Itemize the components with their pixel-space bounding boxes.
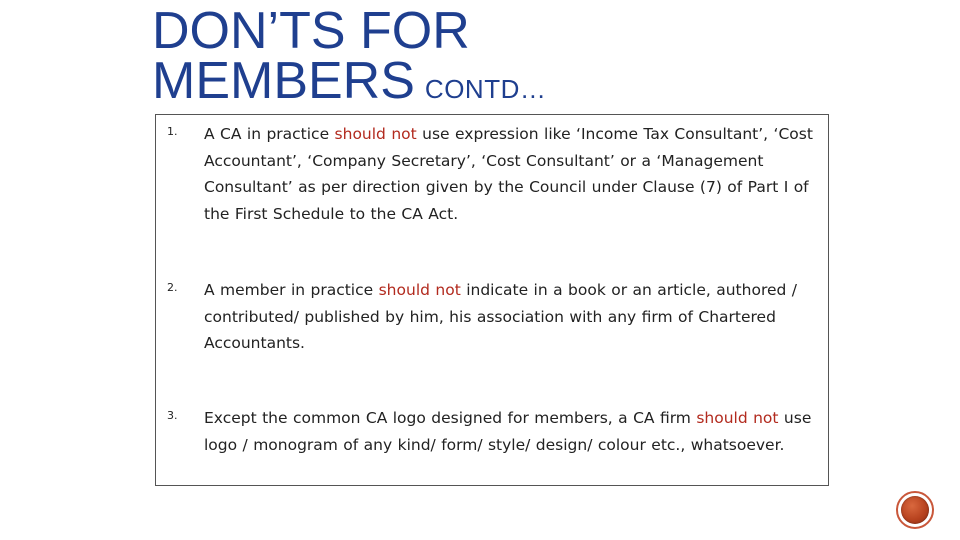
logo-seal-icon [896, 491, 934, 529]
item-text [204, 277, 824, 357]
item-text-part: Except the common CA logo designed for members, a CA firm [204, 409, 697, 427]
item-emphasis: should not [334, 125, 417, 143]
item-text-part: use logo / monogram of any kind/ form/ style/ design/ colour etc., whatsoever. [204, 409, 812, 454]
title-line-2 [152, 52, 547, 114]
item-text-part: A CA in practice [204, 125, 335, 143]
item-emphasis: should not [696, 409, 779, 427]
item-number: 2. [167, 281, 178, 294]
page-title [152, 2, 547, 114]
item-text-part: use expression like ‘Income Tax Consultant’, ‘Cost Accountant’, ‘Company Secretary’, ‘Cost Consultant’ or a ‘Management Consultant’ as per direction given by the Council under Clause (7) of Part I of the First Schedule to the CA Act. [204, 125, 813, 223]
content-box [155, 114, 829, 486]
item-text-part: A member in practice [204, 281, 379, 299]
title-continued-label: CONTD… [424, 74, 547, 104]
item-number: 1. [167, 125, 178, 138]
item-text [204, 121, 824, 227]
item-text-part: indicate in a book or an article, authored / contributed/ published by him, his association with any firm of Chartered Accountants. [204, 281, 798, 352]
seal-center [901, 496, 929, 524]
item-text [204, 405, 824, 458]
title-line-1: DON’TS FOR [152, 2, 470, 60]
item-number: 3. [167, 409, 178, 422]
title-main-word: MEMBERS [152, 52, 415, 110]
item-emphasis: should not [378, 281, 461, 299]
